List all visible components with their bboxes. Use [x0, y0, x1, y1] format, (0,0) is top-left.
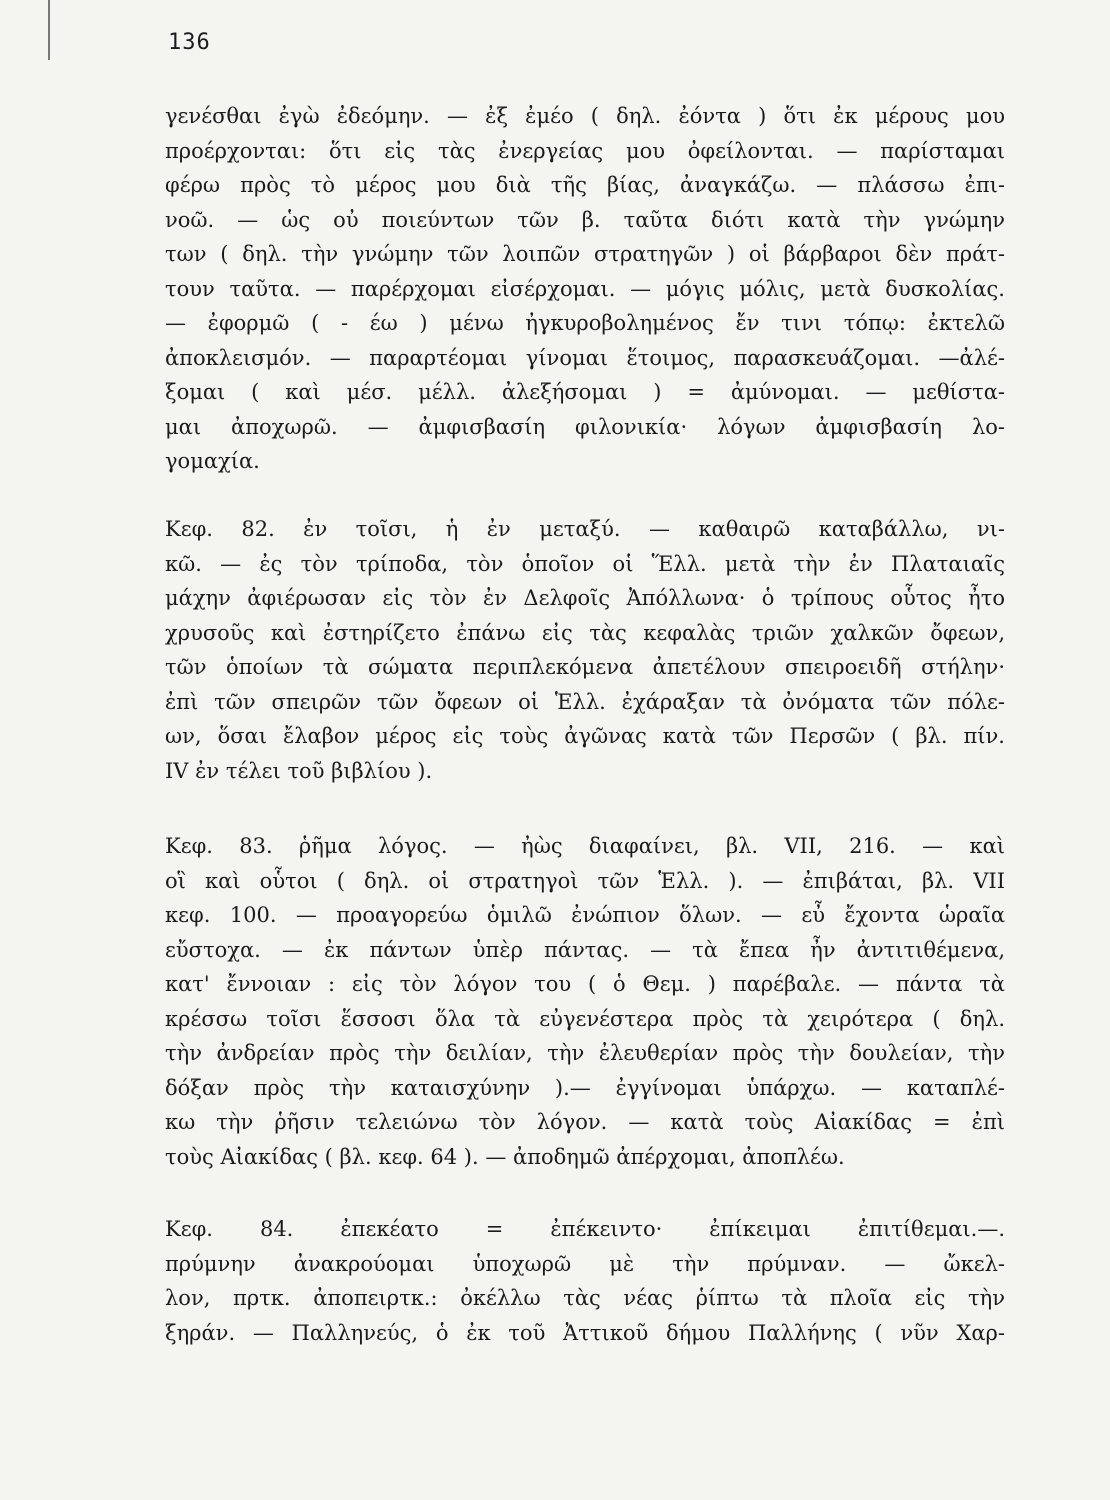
text-line: δόξαν πρὸς τὴν καταισχύνην ).— ἐγγίνομαι ὑπάρχω. — καταπλέ- — [165, 1075, 1005, 1100]
text-line: τὴν ἀνδρείαν πρὸς τὴν δειλίαν, τὴν ἐλευθερίαν πρὸς τὴν δουλείαν, τὴν — [165, 1041, 1005, 1065]
text-line: ων, ὅσαι ἔλαβον μέρος εἰς τοὺς ἀγῶνας κατὰ τῶν Περσῶν ( βλ. πίν. — [165, 724, 1005, 748]
text-line: ξομαι ( καὶ μέσ. μέλλ. ἀλεξήσομαι ) = ἀμύνομαι. — μεθίστα- — [165, 380, 1005, 404]
text-line: τοὺς Αἰακίδας ( βλ. κεφ. 64 ). — ἀποδημῶ ἀπέρχομαι, ἀποπλέω. — [165, 1144, 845, 1169]
text-line: IV ἐν τέλει τοῦ βιβλίου ). — [165, 758, 433, 783]
text-line: οἳ καὶ οὗτοι ( δηλ. οἱ στρατηγοὶ τῶν Ἑλλ. ). — ἐπιβάται, βλ. VII — [165, 868, 1005, 893]
text-line: φέρω πρὸς τὸ μέρος μου διὰ τῆς βίας, ἀναγκάζω. — πλάσσω ἐπι- — [165, 173, 1005, 197]
paragraph-1 — [165, 99, 1005, 479]
text-line: τουν ταῦτα. — παρέρχομαι εἰσέρχομαι. — μόγις μόλις, μετὰ δυσκολίας. — [165, 276, 1005, 301]
text-line: λον, πρτκ. ἀποπειρτκ.: ὀκέλλω τὰς νέας ῥίπτω τὰ πλοῖα εἰς τὴν — [165, 1286, 1005, 1310]
text-line: Κεφ. 84. ἐπεκέατο = ἐπέκειντο· ἐπίκειμαι ἐπιτίθεμαι.—. — [165, 1217, 1005, 1241]
text-line: κῶ. — ἐς τὸν τρίποδα, τὸν ὁποῖον οἱ Ἕλλ. μετὰ τὴν ἐν Πλαταιαῖς — [165, 551, 1005, 576]
text-line: νοῶ. — ὡς οὐ ποιεύντων τῶν β. ταῦτα διότι κατὰ τὴν γνώμην — [165, 207, 1005, 232]
paragraph-chapter-83 — [165, 829, 1005, 1174]
text-line: ἐπὶ τῶν σπειρῶν τῶν ὄφεων οἱ Ἑλλ. ἐχάραξαν τὰ ὀνόματα τῶν πόλε- — [165, 689, 1005, 714]
text-line: Κεφ. 82. ἐν τοῖσι, ἡ ἐν μεταξύ. — καθαιρῶ καταβάλλω, νι- — [165, 517, 1005, 541]
text-line: κω τὴν ῥῆσιν τελειώνω τὸν λόγον. — κατὰ τοὺς Αἰακίδας = ἐπὶ — [165, 1110, 1005, 1134]
text-line: γομαχία. — [165, 449, 260, 473]
text-line: ξηράν. — Παλληνεύς, ὁ ἐκ τοῦ Ἀττικοῦ δήμου Παλλήνης ( νῦν Χαρ- — [165, 1320, 1005, 1345]
text-line: χρυσοῦς καὶ ἐστηρίζετο ἐπάνω εἰς τὰς κεφαλὰς τριῶν χαλκῶν ὄφεων, — [165, 620, 1005, 645]
text-line: ἀποκλεισμόν. — παραρτέομαι γίνομαι ἕτοιμος, παρασκευάζομαι. —ἀλέ- — [165, 345, 1005, 370]
text-line: μαι ἀποχωρῶ. — ἀμφισβασίη φιλονικία· λόγων ἀμφισβασίη λο- — [165, 414, 1005, 439]
paragraph-chapter-82 — [165, 512, 1005, 788]
text-line: μάχην ἀφιέρωσαν εἰς τὸν ἐν Δελφοῖς Ἀπόλλωνα· ὁ τρίπους οὗτος ἦτο — [165, 586, 1005, 610]
text-line: γενέσθαι ἐγὼ ἐδεόμην. — ἐξ ἐμέο ( δηλ. ἐόντα ) ὅτι ἐκ μέρους μου — [165, 104, 1005, 128]
text-line: των ( δηλ. τὴν γνώμην τῶν λοιπῶν στρατηγῶν ) οἱ βάρβαροι δὲν πράτ- — [165, 242, 1005, 266]
text-line: — ἐφορμῶ ( - έω ) μένω ἠγκυροβολημένος ἔν τινι τόπῳ: ἐκτελῶ — [165, 311, 1005, 335]
text-line: προέρχονται: ὅτι εἰς τὰς ἐνεργείας μου ὀφείλονται. — παρίσταμαι — [165, 138, 1005, 163]
text-line: Κεφ. 83. ῥῆμα λόγος. — ἠὼς διαφαίνει, βλ. VII, 216. — καὶ — [165, 834, 1005, 858]
margin-mark — [48, 0, 50, 60]
text-line: τῶν ὁποίων τὰ σώματα περιπλεκόμενα ἀπετέλουν σπειροειδῆ στήλην· — [165, 655, 1005, 679]
page-number: 136 — [168, 30, 211, 55]
text-line: πρύμνην ἀνακρούομαι ὑποχωρῶ μὲ τὴν πρύμναν. — ὤκελ- — [165, 1251, 1005, 1276]
text-line: κατ' ἔννοιαν : εἰς τὸν λόγον του ( ὁ Θεμ. ) παρέβαλε. — πάντα τὰ — [165, 972, 1005, 996]
text-line: εὔστοχα. — ἐκ πάντων ὑπὲρ πάντας. — τὰ ἔπεα ἦν ἀντιτιθέμενα, — [165, 937, 1005, 962]
text-line: κεφ. 100. — προαγορεύω ὁμιλῶ ἐνώπιον ὅλων. — εὖ ἔχοντα ὡραῖα — [165, 903, 1005, 927]
text-line: κρέσσω τοῖσι ἕσσοσι ὅλα τὰ εὐγενέστερα πρὸς τὰ χειρότερα ( δηλ. — [165, 1006, 1005, 1031]
paragraph-chapter-84 — [165, 1212, 1005, 1350]
